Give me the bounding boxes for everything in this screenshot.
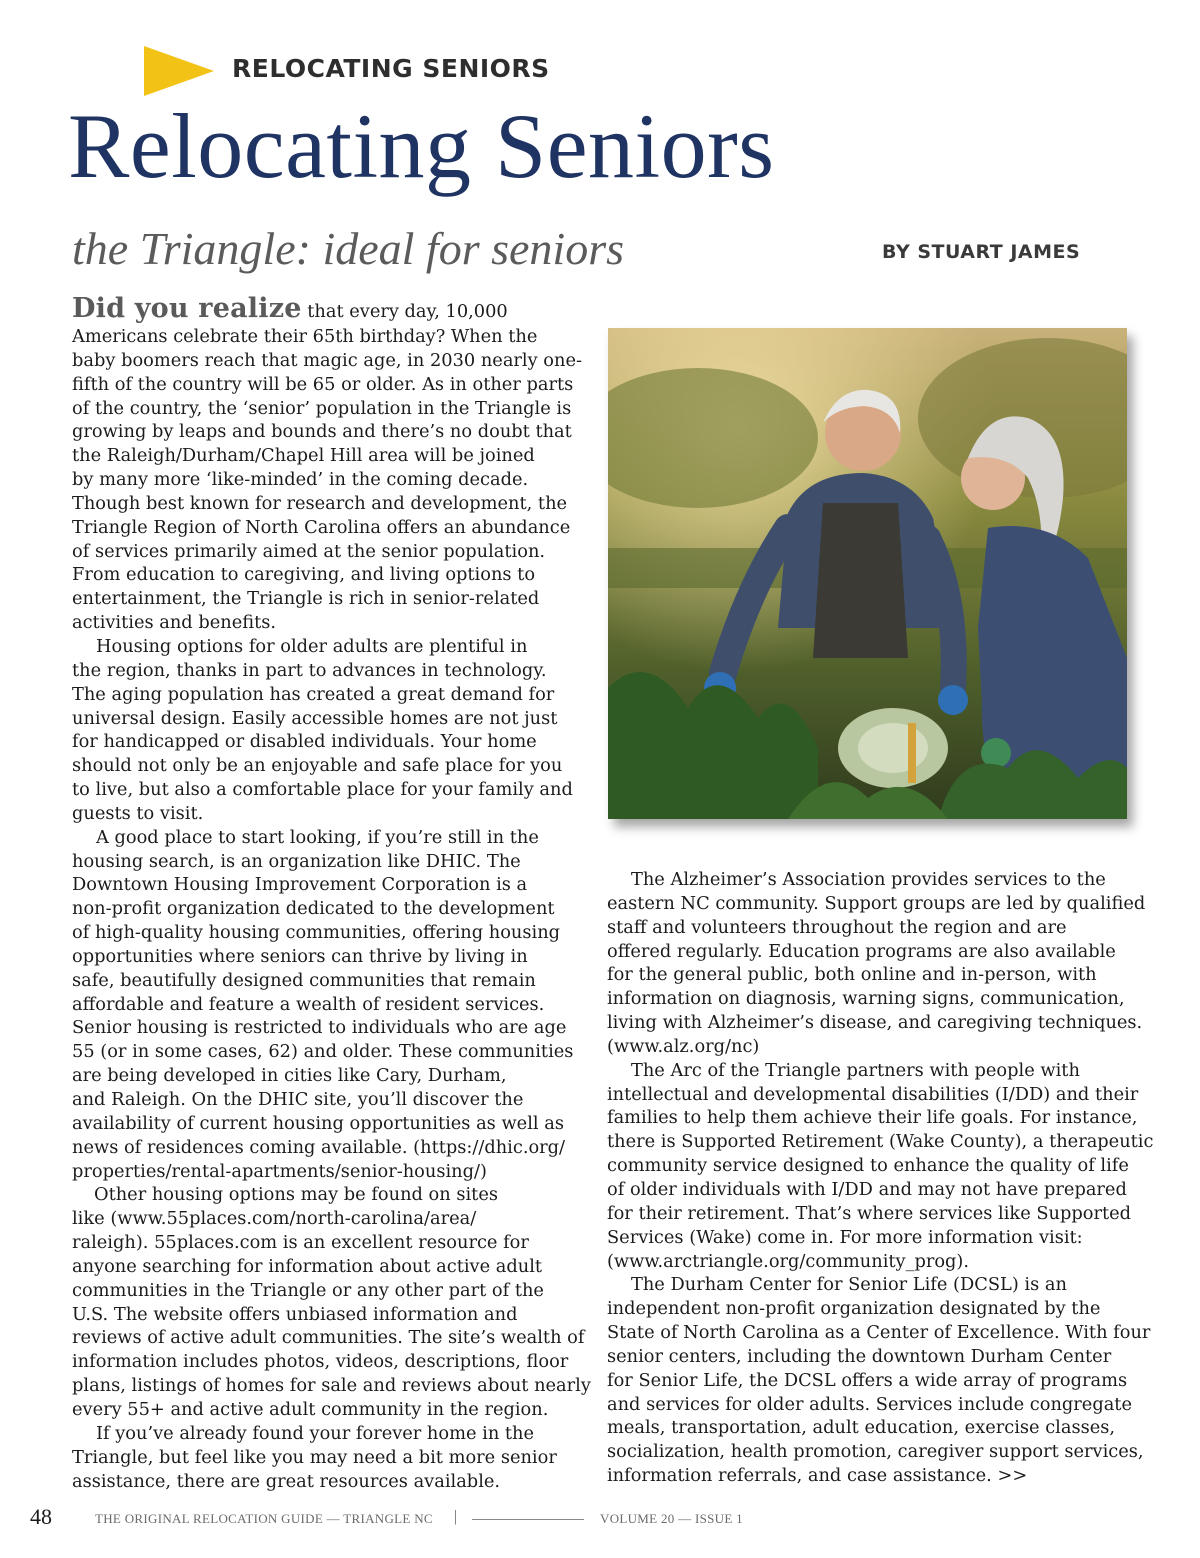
- text-line: families to help them achieve their life goals. For instance,: [607, 1107, 1138, 1129]
- text-line: news of residences coming available. (https://dhic.org/: [72, 1136, 566, 1158]
- text-line: community service designed to enhance the quality of life: [607, 1155, 1129, 1177]
- text-line: Did you realize that every day, 10,000: [72, 293, 508, 324]
- article-byline: BY STUART JAMES: [882, 241, 1081, 263]
- text-line: for their retirement. That’s where services like Supported: [607, 1202, 1132, 1224]
- article-title: Relocating Seniors: [68, 95, 775, 197]
- text-line: Triangle Region of North Carolina offers an abundance: [72, 516, 571, 538]
- text-line: The Durham Center for Senior Life (DCSL) is an: [631, 1274, 1067, 1296]
- article-subtitle: the Triangle: ideal for seniors: [72, 223, 624, 274]
- footer-separator: |: [454, 1508, 458, 1525]
- text-line: safe, beautifully designed communities that remain: [72, 969, 536, 991]
- text-line: of services primarily aimed at the senior population.: [72, 540, 546, 562]
- volume-issue: VOLUME 20 — ISSUE 1: [600, 1511, 743, 1526]
- lead-in: Did you realize: [72, 293, 302, 324]
- text-line: Downtown Housing Improvement Corporation is a: [72, 874, 528, 896]
- text-line: for the general public, both online and in-person, with: [607, 964, 1097, 986]
- text-line: (www.alz.org/nc): [607, 1035, 760, 1057]
- text-line: the Raleigh/Durham/Chapel Hill area will be joined: [72, 445, 535, 467]
- text-line: staff and volunteers throughout the region and are: [607, 916, 1067, 938]
- text-line: The Arc of the Triangle partners with people with: [631, 1059, 1080, 1081]
- text-line: eastern NC community. Support groups are led by qualified: [607, 892, 1146, 914]
- text-line: senior centers, including the downtown Durham Center: [607, 1345, 1112, 1367]
- text-line: (www.arctriangle.org/community_prog).: [607, 1250, 970, 1272]
- text-line: Though best known for research and development, the: [72, 492, 568, 514]
- text-line: offered regularly. Education programs are also available: [607, 940, 1116, 962]
- text-line: of the country, the ‘senior’ population in the Triangle is: [72, 397, 572, 419]
- text-line: and Raleigh. On the DHIC site, you’ll discover the: [72, 1089, 524, 1110]
- section-arrow-icon: [144, 46, 214, 96]
- text-line: reviews of active adult communities. The site’s wealth of: [72, 1327, 585, 1349]
- page-number: 48: [30, 1504, 52, 1529]
- text-line: raleigh). 55places.com is an excellent resource for: [72, 1232, 529, 1254]
- text-line: The Alzheimer’s Association provides services to the: [631, 869, 1106, 890]
- text-line: The aging population has created a great demand for: [72, 683, 555, 705]
- text-line: independent non-profit organization designated by the: [607, 1298, 1101, 1320]
- text-line: information referrals, and case assistance. >>: [607, 1465, 1028, 1487]
- text-line: opportunities where seniors can thrive by living in: [72, 945, 528, 967]
- text-line: If you’ve already found your forever home in the: [96, 1422, 535, 1444]
- text-line: for handicapped or disabled individuals. Your home: [72, 731, 537, 753]
- text-line: for Senior Life, the DCSL offers a wide array of programs: [607, 1369, 1128, 1391]
- text-line: Housing options for older adults are plentiful in: [96, 635, 528, 657]
- footer-rule: [472, 1519, 584, 1520]
- text-line: baby boomers reach that magic age, in 2030 nearly one-: [72, 349, 582, 371]
- text-line: fifth of the country will be 65 or older. As in other parts: [72, 373, 574, 395]
- text-line: by many more ‘like-minded’ in the coming decade.: [72, 469, 529, 491]
- text-line: of high-quality housing communities, offering housing: [72, 922, 561, 944]
- text-line: activities and benefits.: [72, 612, 277, 634]
- text-line: socialization, health promotion, caregiver support services,: [607, 1441, 1144, 1463]
- text-line: every 55+ and active adult community in the region.: [72, 1398, 549, 1420]
- text-line: there is Supported Retirement (Wake County), a therapeutic: [607, 1131, 1154, 1153]
- text-line: entertainment, the Triangle is rich in senior-related: [72, 588, 540, 610]
- text-line: information includes photos, videos, descriptions, floor: [72, 1351, 569, 1373]
- text-line: non-profit organization dedicated to the development: [72, 898, 555, 920]
- text-line: plans, listings of homes for sale and reviews about nearly: [72, 1375, 591, 1397]
- text-line: like (www.55places.com/north-carolina/area/: [72, 1208, 477, 1230]
- text-line: State of North Carolina as a Center of Excellence. With four: [607, 1322, 1151, 1344]
- text-line: From education to caregiving, and living options to: [72, 564, 536, 586]
- section-kicker: RELOCATING SENIORS: [232, 54, 550, 83]
- text-line: housing search, is an organization like DHIC. The: [72, 850, 521, 872]
- text-line: availability of current housing opportunities as well as: [72, 1112, 564, 1134]
- text-line: information on diagnosis, warning signs, communication,: [607, 988, 1125, 1010]
- text-line: Americans celebrate their 65th birthday? When the: [72, 326, 538, 347]
- text-line: Senior housing is restricted to individuals who are age: [72, 1017, 567, 1039]
- text-line: Other housing options may be found on sites: [94, 1184, 498, 1206]
- text-line: to live, but also a comfortable place for your family and: [72, 779, 573, 801]
- article-column-left: [72, 293, 591, 1493]
- text-line: properties/rental-apartments/senior-housing/): [72, 1160, 487, 1182]
- text-line: of older individuals with I/DD and may not have prepared: [607, 1178, 1127, 1200]
- text-line: should not only be an enjoyable and safe place for you: [72, 755, 563, 777]
- text-line: assistance, there are great resources available.: [72, 1470, 501, 1492]
- text-line: A good place to start looking, if you’re still in the: [96, 826, 539, 848]
- text-line: the region, thanks in part to advances in technology.: [72, 659, 547, 681]
- text-line: affordable and feature a wealth of resident services.: [72, 993, 545, 1015]
- text-line: universal design. Easily accessible homes are not just: [72, 707, 558, 729]
- text-line: U.S. The website offers unbiased information and: [72, 1303, 518, 1325]
- text-line: and services for older adults. Services include congregate: [607, 1393, 1132, 1415]
- article-column-right: [607, 868, 1153, 1488]
- text-line: growing by leaps and bounds and there’s no doubt that: [72, 421, 572, 443]
- text-line: communities in the Triangle or any other part of the: [72, 1279, 544, 1301]
- article-photo: [608, 328, 1127, 819]
- text-line: intellectual and developmental disabilities (I/DD) and their: [607, 1083, 1139, 1105]
- text-line: are being developed in cities like Cary, Durham,: [72, 1065, 507, 1087]
- text-line: 55 (or in some cases, 62) and older. These communities: [72, 1041, 574, 1063]
- publication-name: THE ORIGINAL RELOCATION GUIDE — TRIANGLE NC: [95, 1511, 433, 1526]
- text-line: Services (Wake) come in. For more information visit:: [607, 1226, 1083, 1248]
- text-line: guests to visit.: [72, 802, 204, 824]
- text-line: meals, transportation, adult education, exercise classes,: [607, 1417, 1115, 1439]
- text-line: Triangle, but feel like you may need a bit more senior: [72, 1446, 557, 1468]
- text-line: anyone searching for information about active adult: [72, 1255, 543, 1277]
- text-line: living with Alzheimer’s disease, and caregiving techniques.: [607, 1012, 1143, 1034]
